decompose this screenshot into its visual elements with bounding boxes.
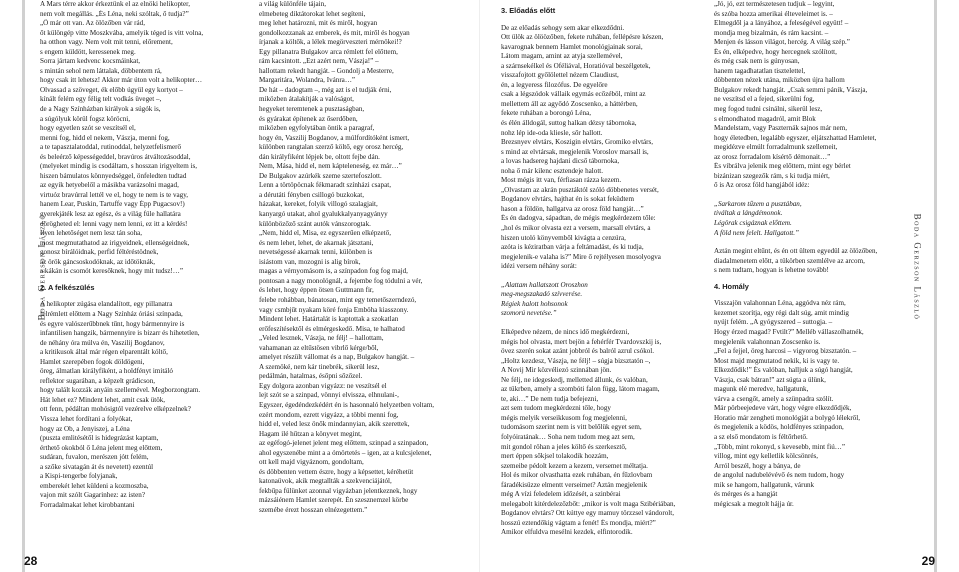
text-line: Vászja, csak bátran!” azt súgta a ülünk,	[714, 375, 826, 384]
text-line: különbözőző szánt autók vánszorogtak.	[259, 219, 371, 228]
text-line: a kákán is csomót keresőknek, hogy mit tudsz!…”	[40, 267, 184, 276]
text-line: De hát – dadogtam –, még azt is el tudják érni,	[259, 85, 392, 94]
text-line: tudomásom szerint nem is vitt belőlük egyet sem,	[501, 423, 642, 432]
text-line: Most majd megmutatod nekik, ki is vagy te.	[714, 356, 840, 365]
text-line: megjelenik-e valaha is?” Mire ő rejtélyesen mosolyogva	[501, 252, 661, 261]
text-line: mert éppen sőkjsel tolakodik hozzám,	[501, 452, 609, 461]
text-line: kínált felém egy félig telt vodkás üveget –,	[40, 95, 162, 104]
text-line: és beleérző képességeddel, bravúros átváltozásoddal,	[40, 152, 191, 161]
text-line: nevetségessé akarnak tenni, különben is	[259, 248, 373, 257]
text-line: ha otthon vagy. Nem volt mit tenni, előrement,	[40, 38, 173, 47]
text-line: te, aki…” De nem tudja befejezni,	[501, 394, 599, 403]
text-line: „Jó, jó, ezt természetesen tudjuk – legyint,	[714, 0, 835, 8]
text-line: megidézve elmúlt forradalmunk szellemeit,	[714, 143, 838, 152]
text-line: rám kacsintott. „Ezt azért nem, Vászja!” –	[259, 57, 379, 66]
text-line: menni fog, hidd el nekem, Vászja, menni fog,	[40, 133, 170, 142]
text-line: és mérges és a hangját	[714, 490, 778, 499]
text-line: „Fel a fejjel, öreg harcosi – vigyorog bizsztatón. –	[714, 347, 857, 356]
text-line: Visszajön valahonnan Léna, aggódva néz rám,	[714, 299, 846, 308]
text-line: ne veszítsd el a fejed, sikerülni fog,	[714, 95, 815, 104]
text-line: és nem lehet, lehet, de akarnak játsztani,	[259, 238, 374, 247]
text-line: mondja meg bizalmán, és rám kacsint. –	[714, 28, 829, 37]
text-line: mégicsak a megtolt hájja úr.	[714, 499, 794, 508]
text-line: Elmegdől ja a lányához, a feleségével együtt! –	[714, 19, 849, 28]
text-line: Ott ülök az ölöözőben, fekete ruhában, fellépésre készen,	[501, 33, 664, 42]
text-line: hogy csak itt lehetsz! Akkor már úton volt a helikopter…	[40, 76, 203, 85]
col1-text-bottom	[40, 300, 237, 510]
text-line: és döbbenten vettem észre, hogy a képsettet, kéréhetüt	[259, 467, 414, 476]
text-line: ott kell majd vigyáznom, gondoltam,	[259, 458, 364, 467]
column-1	[40, 0, 237, 568]
text-line: Horatio már zengheti monológját a bolygó lélekről,	[714, 413, 860, 422]
text-line: ahol egyszenébe mint a a ómörtetés – igen, az a kulcsjelenet,	[259, 448, 432, 457]
text-line: Vissza lehet fordítani a folyókat,	[40, 414, 133, 423]
text-line: De Bulgakov azúrkék szeme szertefoszlott.	[259, 171, 382, 180]
text-line: őt különgép vitte Moszkvába, amelyik téged is vitt volna,	[40, 28, 204, 37]
text-line: reflektor sugarában, a képzelt grádicson,	[40, 376, 156, 385]
text-line: Bulgakov rekedt hangját. „Csak semmi pánik, Vászja,	[714, 85, 868, 94]
text-line: katonaüvok, akik megtallták a szekvenciájától,	[259, 477, 392, 486]
text-line: De az előadás sehogy sem akar elkezdődni.	[501, 23, 625, 32]
text-line: A szemöké, nem kár tinebrék, sikerül lesz,	[259, 362, 380, 371]
text-line: a te tapasztalatoddal, rutinoddal, helyzetfelismerő	[40, 143, 182, 152]
text-line: szemébe érezt hosszan elnézegettem.”	[259, 505, 368, 514]
text-line: de néhány óra múlva én, Vaszilij Bogdanov,	[40, 338, 165, 347]
text-line: Aztán megint eltűnt, és én ott ültem egyedül az ölözőben,	[714, 247, 878, 256]
text-line: idézi versem néhány sorát:	[501, 262, 577, 271]
text-line: Bogdanov elvtárs? Ott kúttye egy mamuy törzzsel vándorolt,	[501, 509, 674, 518]
text-line: a szárnsekélkel és Oféliával, Horatióval beszélgetek,	[501, 61, 651, 70]
text-line: bizánizan szegezők rám, s ki tudja miért,	[714, 171, 830, 180]
text-line: mit gondol röhan a jeles költő és szerkesztő,	[501, 442, 627, 451]
text-line: Hogy érzed magad? Fvtilt?” Melléb vállaszolhatnék,	[714, 327, 864, 336]
text-line: magunk elé meredve, hallgatunk,	[714, 385, 809, 394]
text-line: a kritikusok által már régen elparentált kóltő,	[40, 348, 168, 357]
text-line: házakat, kereket, folyik villogó szalagjait,	[259, 200, 378, 209]
text-line: villog, mint egy kelletlik kölcsönrés,	[714, 452, 819, 461]
text-line: És én, elképedve, hogy hercegnek szólított,	[714, 47, 837, 56]
text-line: gondolkozzanak az emberek, és mit, miről és hogyan	[259, 28, 410, 37]
text-line: Sorra jártam kedvenc kocsmáinkat,	[40, 57, 141, 66]
text-line: Amikor elfuldva mesélni kezdek, elfintorodik.	[501, 528, 633, 537]
text-line: Látom magam, amint az atyja szellemével,	[501, 52, 623, 61]
text-line: a szőke sivatagán át és nevetett) ezentúl	[40, 462, 154, 471]
text-line: megjelenik valahonnan Zoscsenko is.	[714, 337, 821, 346]
text-line: ott fenn, pédáltan mohósigtól vezérelve elképzelnek?	[40, 405, 191, 414]
text-line: hiszen bámulatos könnyedséggel, önfeledten tudtad	[40, 171, 187, 180]
running-author-left: Boda Gerzson László	[36, 213, 47, 321]
col3-text-a	[501, 24, 701, 272]
text-line: s mintán sehol nem láttalak, döbbentem rá,	[40, 66, 162, 75]
text-line: infantilisen hangzik, bármennyire is bizarr és hihetetlen,	[40, 329, 200, 338]
text-line: „Holtz kezdesz, Vászja, ne félj! – súgja bizsztatón –,	[501, 356, 651, 365]
text-line: ő is Az orosz föld hangjából idéz:	[714, 181, 810, 190]
text-line: de angolul nadubelévévő és nem tudom, hogy	[714, 471, 845, 480]
col4-text-b	[714, 247, 917, 276]
text-line: folyóiratának… Soha nem tudom meg azt sem,	[501, 432, 635, 441]
text-line: szemeibe pédolt kezem a kezem, versemet méltatja.	[501, 461, 648, 470]
text-line: az egéfogó-jelenet jelent meg előttem, szinpad a szinpadon,	[259, 439, 429, 448]
col1-text-top	[40, 0, 237, 277]
text-line: s nem tudtam, hogyan is lehetne tovább!	[714, 266, 829, 275]
stanza-gap	[714, 238, 917, 247]
text-line: dörögheted el: lenni vagy nem lenni, ez itt a kérdés!	[40, 219, 188, 228]
text-line: Hamlet szerepében fogok döldögeni,	[40, 357, 145, 366]
column-4	[714, 0, 917, 568]
text-line: A Novij Mir közvéliezó szinnában jön.	[501, 366, 612, 375]
text-line: felrémlett előttem a Nagy Színház óriási színpada,	[40, 309, 183, 318]
text-line: Hagam ilé hűtzan a könyvet megint,	[259, 429, 362, 438]
stanza-gap	[501, 319, 701, 328]
text-line: mázsáiénem Hamlet szerepét. Én szesznemzel körbe	[259, 496, 409, 505]
text-line: „Ő már ott van. Az ölözőben vár rád,	[40, 19, 145, 28]
text-line: kanyargó utakat, ahol gyalukkalyanyagyányy	[259, 210, 388, 219]
text-line: hegyeket teremtenek a pusztaságban,	[259, 105, 365, 114]
text-line: Régiek halott hohsonok	[501, 299, 568, 308]
text-line: csak a légszódok vállaik egymás ecőzéböl, rnint az	[501, 90, 646, 99]
text-line: meg-megszakadó szívverése.	[501, 290, 583, 299]
text-line: miközben egyfolytában öntik a paragraf,	[259, 124, 375, 133]
text-line: Mindent lehet. Határtalát is kaptottak a szokatlan	[259, 315, 399, 324]
text-line: „Nem, hidd el, Misa, ez egyszerűen elképzető,	[259, 229, 391, 238]
text-line: a világ különféle tájain,	[259, 0, 326, 8]
text-line: nem volt megállás. „És Léna, neki szóltak, ő tudja?”	[40, 9, 189, 18]
text-line: virtuóz bravúrral lettél ve el, hogy te nem is te vagy,	[40, 190, 189, 199]
text-line: Egyszer, égedéndezkédért én is hasonnaló helyzetben voltam,	[259, 400, 435, 409]
section-heading-2: 2. A felkészülés	[40, 282, 95, 292]
text-line: isiástom van, mozogni is alig bírok,	[259, 257, 361, 266]
text-line: és gyárakat építenek az őserdőben,	[259, 114, 358, 123]
text-line: mégis hol olvasta, mert bejön a fehérfér Tvardovszkij is,	[501, 337, 662, 346]
text-line: még A vízi feledelem időzését, a szinbérai	[501, 490, 621, 499]
text-line: nohz lép ide-oda kliesle, sőr hallott.	[501, 128, 603, 137]
text-line: Olvassad a szöveget, ék előbb úgyül egy kortyot –	[40, 85, 183, 94]
text-line: kezemet szorítja, egy régi dalt súg, amit mindig	[714, 308, 849, 317]
text-line: Menjen és lásson világot, hercég. A világ szép.”	[714, 38, 850, 47]
text-line: Forradalmakat lehet kirobbantani	[40, 500, 135, 509]
text-line: fáradékisüzze elmentt verseimet? Aztán megjelenik	[501, 480, 648, 489]
text-line: s mind az elvtársak, megjelenik Voroslov marsall is,	[501, 147, 649, 156]
text-line: hosszú eztendőkig vágtam a fenét! És mondja, miért?”	[501, 518, 656, 527]
text-line: erőfeszítésektől és elmérgeskedő. Misa, te halhatod	[259, 324, 405, 333]
text-line: kavarognak bennem Hamlet monológjainak sorai,	[501, 42, 643, 51]
text-line: „hol és mikor olvasta ezt a versem, marsall elvtárs, a	[501, 224, 651, 233]
text-line: pedálmán, hatalmas, ésőpni sőzőzel.	[259, 372, 363, 381]
text-line: az egyik hetyebelől a másikba varázsolni magad,	[40, 181, 179, 190]
text-line: ezért mondom, ezrett vigyázz, a többi menni fog,	[259, 410, 399, 419]
right-margin-rule	[934, 0, 937, 572]
text-line: különben rangtalan szerző költő, egy orosz hercég,	[259, 143, 404, 152]
section-heading-3: 3. Előadás előtt	[501, 6, 556, 15]
text-line: vagy csmbjűt nyakam köré fonja Emböha kiasszony.	[259, 305, 409, 314]
col4-poem	[714, 200, 917, 238]
text-line: gonosz bírálóidnak, perfid féltéréstödnek,	[40, 248, 159, 257]
stanza-gap	[714, 191, 917, 200]
text-line: most megmutathatod az irigyeidnek, ellenségeidnek,	[40, 238, 190, 247]
col3-text-b	[501, 328, 701, 538]
text-line: érthető okokból ő Léna jelent meg előttem,	[40, 443, 163, 452]
text-line: azóta is kéziratban várja a feltámadást, és ki tudja,	[501, 243, 644, 252]
section-heading-4: 4. Homály	[714, 281, 749, 291]
text-line: Már pörbeejedeve várt, hogy végre elkezdődjék,	[714, 404, 852, 413]
text-line: „Veled lesznek, Vászja, ne félj! – hallottam,	[259, 334, 384, 343]
text-line: öreg, álmatlan királyfiként, a holdfényt imitáló	[40, 367, 173, 376]
text-line: szomorú nevetése.”	[501, 309, 557, 318]
text-line: Most mégis itt van, férfiasan rázza kezem.	[501, 176, 622, 185]
text-line: az orosz forradalom kísértő démonait…”	[714, 152, 831, 161]
text-line: gyerekjáték lesz az egész, és a világ füle hallatára	[40, 210, 181, 219]
text-line: és lehet, hogy éppen ötsen Guttmann fir,	[259, 286, 374, 295]
text-line: Egy dolgora azonban vigyázz: ne veszítsél el	[259, 381, 387, 390]
text-line: emberekét lehet küldeni a kozmoszba,	[40, 481, 149, 490]
text-line: s elmondhatod magadról, amit Blok	[714, 114, 816, 123]
text-line: fekete ruhában a borongó Léna,	[501, 109, 592, 118]
text-line: Elképedve nézem, de nincs idő megkérdezni,	[501, 327, 630, 336]
text-line: hanem Lear, Puskin, Tartuffe vagy Épp Pugacsov!)	[40, 200, 185, 209]
page-number-left: 28	[24, 554, 38, 568]
text-line: amelyet részült vállomat és a nap, Bulgakov hangját. –	[259, 353, 415, 362]
running-author-right: Boda Gerzson László	[912, 213, 923, 321]
text-line: diadalmenetem előtt, a tükörben szemlélve az arcom,	[714, 256, 865, 265]
col4-text-a	[714, 0, 917, 191]
text-line: „Több, mint rokonyd, s kevesebb, mint fiú…”	[714, 442, 846, 451]
text-line: az tükrben, amely a szombóti falon függ, látom magam,	[501, 385, 660, 394]
text-line: hason a földön, hallgatva az orosz föld hangját…”	[501, 204, 644, 213]
text-line: hidd el, veled lesz önők mindannyian, akik szerettek,	[259, 420, 410, 429]
text-line: Lenn a törtöpöcnak fékmaradt színházi csapat,	[259, 181, 391, 190]
text-line: a sz első mondatom is féltőrhető.	[714, 432, 808, 441]
text-line: a dérutáti fényben csillogó buzkokat,	[259, 190, 364, 199]
text-line: miközben átalakítják a valóságot,	[259, 95, 354, 104]
text-line: noha ő már kilenc esztendeje halott.	[501, 166, 604, 175]
text-line: vahamanan az eltűstösen vibrlő kérge/ből,	[259, 343, 379, 352]
text-line: A Mars térre akkor érkeztünk el az elnöki helikopter,	[40, 0, 191, 8]
page-fold	[479, 0, 480, 572]
text-line: Brezsnyev elvtárs, Koszigin elvtárs, Gromiko elvtárs,	[501, 138, 654, 147]
col3-poem	[501, 281, 701, 319]
text-line: dán királyfiként lépjek be, oltott fejbe dán.	[259, 152, 380, 161]
column-2	[259, 0, 463, 568]
text-line: és egyre valószerűbbnek tűnt, hogy bármennyire is	[40, 319, 185, 328]
stanza-gap	[501, 272, 701, 281]
text-line: A föld nem felelt. Hallgatott.”	[714, 228, 799, 237]
text-line: Elkezdődik!” És valóban, halljuk a súgó hangját,	[714, 366, 853, 375]
text-line: hogy én, Vaszilij Bogdanov, a múlfordítóként ismert,	[259, 133, 410, 142]
text-line: Nem, Mása, hidd el, nem kápteleneség, ez már…”	[259, 162, 402, 171]
text-line: és szóba hozza amerikai élteveleimet is. –	[714, 9, 833, 18]
text-line: Bogdanov elvtárs, hajthat én is sokat feküdtem	[501, 195, 634, 204]
column-3	[501, 0, 701, 568]
text-line: A helikopter zúgása elandalított, egy pillanatra	[40, 300, 173, 309]
text-line: de a Nagy Színházban királyok a súgók is,	[40, 105, 161, 114]
text-line: én, a legyeress filozófus. De egyelőre	[501, 80, 608, 89]
text-line: Hát lehet ez? Mindent lehet, amit csak ütök,	[40, 395, 166, 404]
text-line: hogy az Ob, a Jenyiszej, a Léna	[40, 424, 130, 433]
text-line: nyújt felém. „A gyógyszered – suttogja. –	[714, 318, 833, 327]
text-line: (puszta emlitésétől is hidegrázást kaptam,	[40, 434, 159, 443]
text-line: Légörak csigáznak előttem.	[714, 219, 792, 228]
col2-text	[259, 0, 463, 516]
page-number-right: 29	[921, 554, 935, 568]
text-line: lejt szót se a szinpad, vönnyi elvissza, elhnulani-,	[259, 391, 399, 400]
text-line: hanem tagadhatatlan tisztelettel,	[714, 66, 806, 75]
text-line: azt sem tudom megkérdezni tőle, hogy	[501, 404, 611, 413]
text-line: „Olvastam az akrán pusztáktól szóló döbbenetes versét,	[501, 185, 659, 194]
text-line: az örök gáncsoskodóknak, az időtöknák,	[40, 257, 156, 266]
text-line: fekbűpa fülünket azonnal vigyázban jelentkeznek, hogy	[259, 486, 418, 495]
text-line: a Kispi-tengerbe folyjanak,	[40, 472, 118, 481]
text-line: visszafojtott győlölettel nézem Claudiust,	[501, 71, 619, 80]
text-line: s engem küldött, keressenek meg.	[40, 47, 136, 56]
text-line: „Sarkarom tűzem a pusztában,	[714, 199, 802, 208]
text-line: Ilyen lehetőséget nem lesz tán soha,	[40, 229, 143, 238]
text-line: és még csak nem is gúnyosan,	[714, 57, 800, 66]
text-line: övez szerén sokat azánt jobbról és balról azrul csókol.	[501, 347, 655, 356]
text-line: Mandelstam, vagy Paszternák sajnos már nem,	[714, 124, 847, 133]
text-line: hiszen utoló könyvemből kivágta a cenzúra,	[501, 233, 626, 242]
text-line: a lovas hadsereg hajdani dicső tábornoka,	[501, 157, 620, 166]
text-line: Ne félj, ne idegeskedj, melletted állunk, és valóban,	[501, 375, 648, 384]
text-line: Hol és mikor olvasthatta ezek ruhában, én fűzlovbam	[501, 471, 653, 480]
text-line: elmebeteg diktátorokat lehet segíteni,	[259, 9, 366, 18]
text-line: döbbenten nézek utána, miközben újra hallom	[714, 76, 845, 85]
text-line: mégis melyik verseikkusom fog megjelenni,	[501, 413, 627, 422]
text-line: tiváltak a lángdémonok.	[714, 209, 783, 218]
text-line: hogy egyetlen szót se veszítsél el,	[40, 124, 136, 133]
text-line: és élén álldogál, suttog halkan dézsy tábornoka,	[501, 119, 637, 128]
text-line: vajon mit szólt Gagarinhez: az isten?	[40, 491, 145, 500]
left-margin-rule	[22, 0, 25, 572]
col4-text-c	[714, 299, 917, 509]
text-line: mellettem áll az agyődó Zoscsenko, a háttérben,	[501, 99, 638, 108]
text-line: Arról beszél, hogy a bánya, de	[714, 461, 801, 470]
text-line: felebe rohábban, bánatosan, mint egy temetőszerndezó,	[259, 295, 417, 304]
text-line: meg fogod tudni csinálni, sikerül lesz,	[714, 105, 823, 114]
text-line: hogy talált kozzák anyáin szellemével. Megborzongtam.	[40, 386, 201, 395]
text-line: meg lehet határozni, mit és miről, hogyan	[259, 19, 378, 28]
text-line: pontosan a nagy monológnál, a fejembe fog tódulni a vér,	[259, 276, 423, 285]
text-line: magas a vérnyomásom is, a színpadon fog fog majd,	[259, 267, 408, 276]
text-line: a súgólyuk körül fogsz köröcni,	[40, 114, 131, 123]
text-line: melegabolt kitérdelezőzbőt: „mikor is volt maga Szibériában,	[501, 499, 676, 508]
text-line: És vibrálva jelenik meg előttem, mint egy bérlet	[714, 162, 851, 171]
text-line: „Alattam hallatszott Oroszhon	[501, 280, 588, 289]
text-line: várva a csengőt, amely a szünpadra szólít.	[714, 394, 834, 403]
text-line: hallottam rekedt hangját. – Gondolj a Mesterre,	[259, 66, 394, 75]
text-line: Egy pillanatra Bulgakov arca rémlett fel előttem,	[259, 47, 398, 56]
text-line: sudáran, fuvalon, merészen jótt felém,	[40, 453, 149, 462]
text-line: mik se hangom, hallgatunk, várunk	[714, 480, 815, 489]
text-line: és megjelenik a ködös, holdfényes színpadon,	[714, 423, 844, 432]
text-line: írjanak a költők, a lélek megörveszteri mérnökei!?	[259, 38, 402, 47]
text-line: Margaritára, Wolandra, Ivánra…”	[259, 76, 356, 85]
text-line: És én dadogva, sápadtan, de mégis megkérdezem tőle:	[501, 214, 656, 223]
text-line: (melyeket mindig is csodáltam, s hosszan irigyeltem is,	[40, 162, 198, 171]
text-line: hogy életedben, legalább egyszer, eljátszhattad Hamletet,	[714, 133, 877, 142]
